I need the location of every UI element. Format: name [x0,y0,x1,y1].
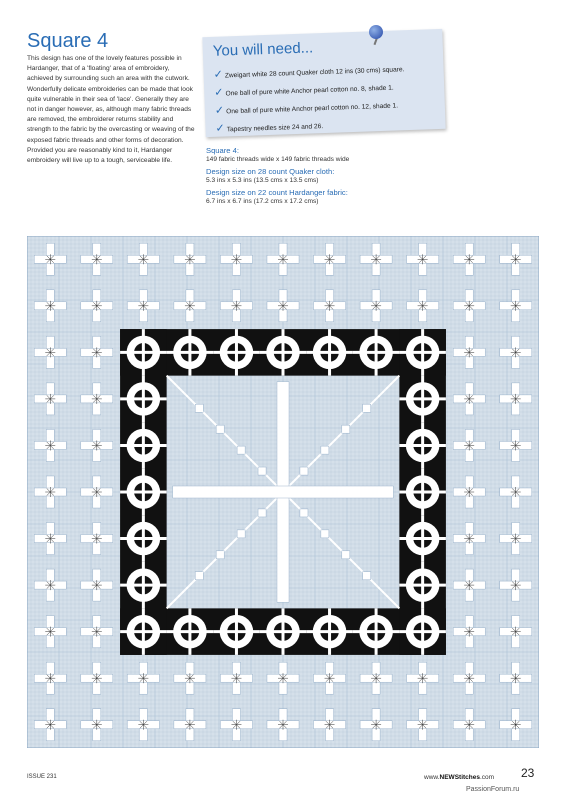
checkmark-icon: ✓ [214,86,224,99]
satin-block [216,425,224,433]
satin-block [342,551,350,559]
watermark: PassionForum.ru [466,786,520,793]
issue-label: ISSUE 231 [27,774,57,780]
satin-block [195,404,203,412]
satin-block [363,572,371,580]
materials-item-text: Zweigart white 28 count Quaker cloth 12 ins (30 cms) square. [224,66,405,80]
page-title: Square 4 [27,30,109,52]
site-url [424,774,494,781]
quaker-size-value: 5.3 ins x 5.3 ins (13.5 cms x 13.5 cms) [206,177,319,184]
materials-note [202,29,445,137]
satin-block [258,509,266,517]
hardanger-size-heading: Design size on 22 count Hardanger fabric: [206,188,348,197]
site-brand: NEWStitches [439,774,480,781]
materials-item-text: Tapestry needles size 24 and 26. [226,123,324,134]
satin-block [237,446,245,454]
materials-list [213,59,445,139]
design-specs [206,146,446,209]
square-size-value: 149 fabric threads wide x 149 fabric threads wide [206,156,350,163]
checkmark-icon: ✓ [214,104,225,117]
satin-block [300,509,308,517]
hardanger-stitch-chart [27,236,539,748]
pushpin-icon [369,25,383,39]
quaker-size-heading: Design size on 28 count Quaker cloth: [206,167,335,176]
satin-block [258,467,266,475]
satin-block [363,404,371,412]
satin-block [237,530,245,538]
materials-item-text: One ball of pure white Anchor pearl cotton no. 12, shade 1. [226,102,399,116]
page-number: 23 [521,766,535,780]
intro-paragraph: This design has one of the lovely features possible in Hardanger, that of a 'floating' area of embroidery, achieved by surrounding such an area with the cutwork. Wonderfully delicate embroideries can be made that look quite vulnerable in their sea of 'lace'. Generally they are not in danger however, as, although many fabric threads are removed, the embroiderer returns stability and strength to the fabric by the overcasting or weaving of the exposed fabric threads and other forms of decoration. Provided you are reasonably kind to it, Hardanger embroidery will live up to a tough, serviceable life. [27,55,195,165]
square-size-heading: Square 4: [206,146,239,155]
materials-item-text: One ball of pure white Anchor pearl cotton no. 8, shade 1. [225,84,394,98]
satin-block [321,530,329,538]
satin-block [216,551,224,559]
hardanger-size-value: 6.7 ins x 6.7 ins (17.2 cms x 17.2 cms) [206,198,319,205]
satin-block [173,486,394,498]
satin-block [321,446,329,454]
site-prefix: www. [424,774,440,781]
satin-block [342,425,350,433]
materials-title: You will need... [212,39,314,60]
satin-block [300,467,308,475]
checkmark-icon: ✓ [215,122,225,135]
satin-block [195,572,203,580]
site-suffix: .com [479,774,495,781]
checkmark-icon: ✓ [213,68,224,81]
